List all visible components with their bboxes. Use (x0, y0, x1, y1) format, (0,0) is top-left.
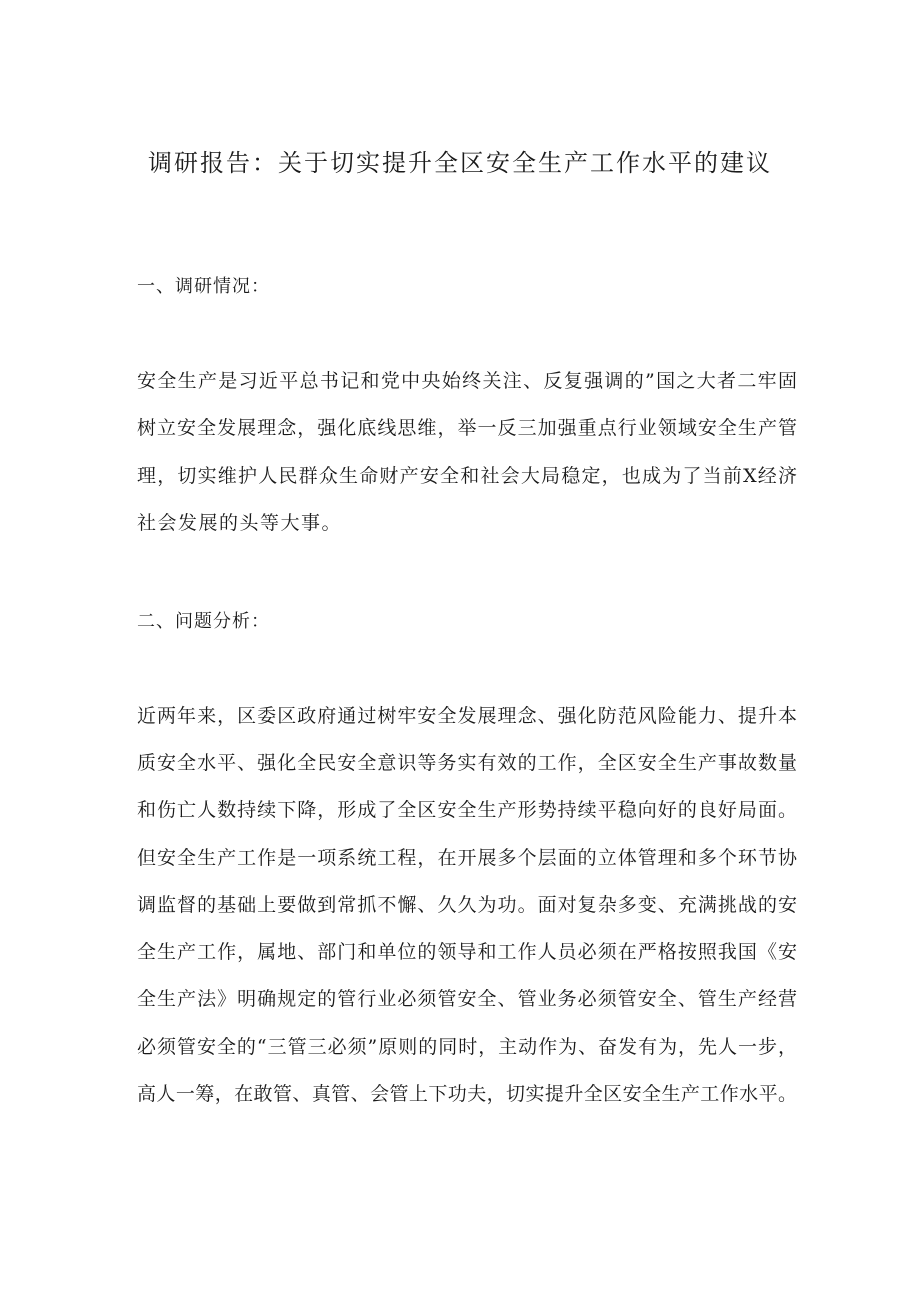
paragraph-line: 必须管安全的“三管三必须”原则的同时，主动作为、奋发有为，先人一步， (137, 1036, 797, 1058)
paragraph-line: 高人一筹，在敢管、真管、会管上下功夫，切实提升全区安全生产工作水平。 (137, 1083, 797, 1105)
paragraph-line: 质安全水平、强化全民安全意识等务实有效的工作，全区安全生产事故数量 (137, 752, 797, 774)
paragraph-line: 树立安全发展理念，强化底线思维，举一反三加强重点行业领域安全生产管 (137, 417, 797, 439)
paragraph-line: 调监督的基础上要做到常抓不懈、久久为功。面对复杂多变、充满挑战的安 (137, 894, 797, 916)
section-heading-analysis: 二、问题分析： (137, 611, 270, 632)
document-title: 调研报告：关于切实提升全区安全生产工作水平的建议 (148, 149, 772, 177)
paragraph-line: 全生产工作，属地、部门和单位的领导和工作人员必须在严格按照我国《安 (137, 941, 797, 963)
paragraph-line: 理，切实维护人民群众生命财产安全和社会大局稳定，也成为了当前X经济 (137, 465, 797, 487)
paragraph-line: 社会发展的头等大事。 (137, 512, 343, 534)
paragraph-line: 近两年来，区委区政府通过树牢安全发展理念、强化防范风险能力、提升本 (137, 705, 797, 727)
paragraph-line: 全生产法》明确规定的管行业必须管安全、管业务必须管安全、管生产经营 (137, 988, 797, 1010)
paragraph-line: 安全生产是习近平总书记和党中央始终关注、反复强调的”国之大者二牢固 (137, 370, 797, 392)
section-heading-survey: 一、调研情况： (137, 276, 270, 297)
paragraph-line: 和伤亡人数持续下降，形成了全区安全生产形势持续平稳向好的良好局面。 (137, 799, 797, 821)
paragraph-line: 但安全生产工作是一项系统工程，在开展多个层面的立体管理和多个环节协 (137, 847, 797, 869)
